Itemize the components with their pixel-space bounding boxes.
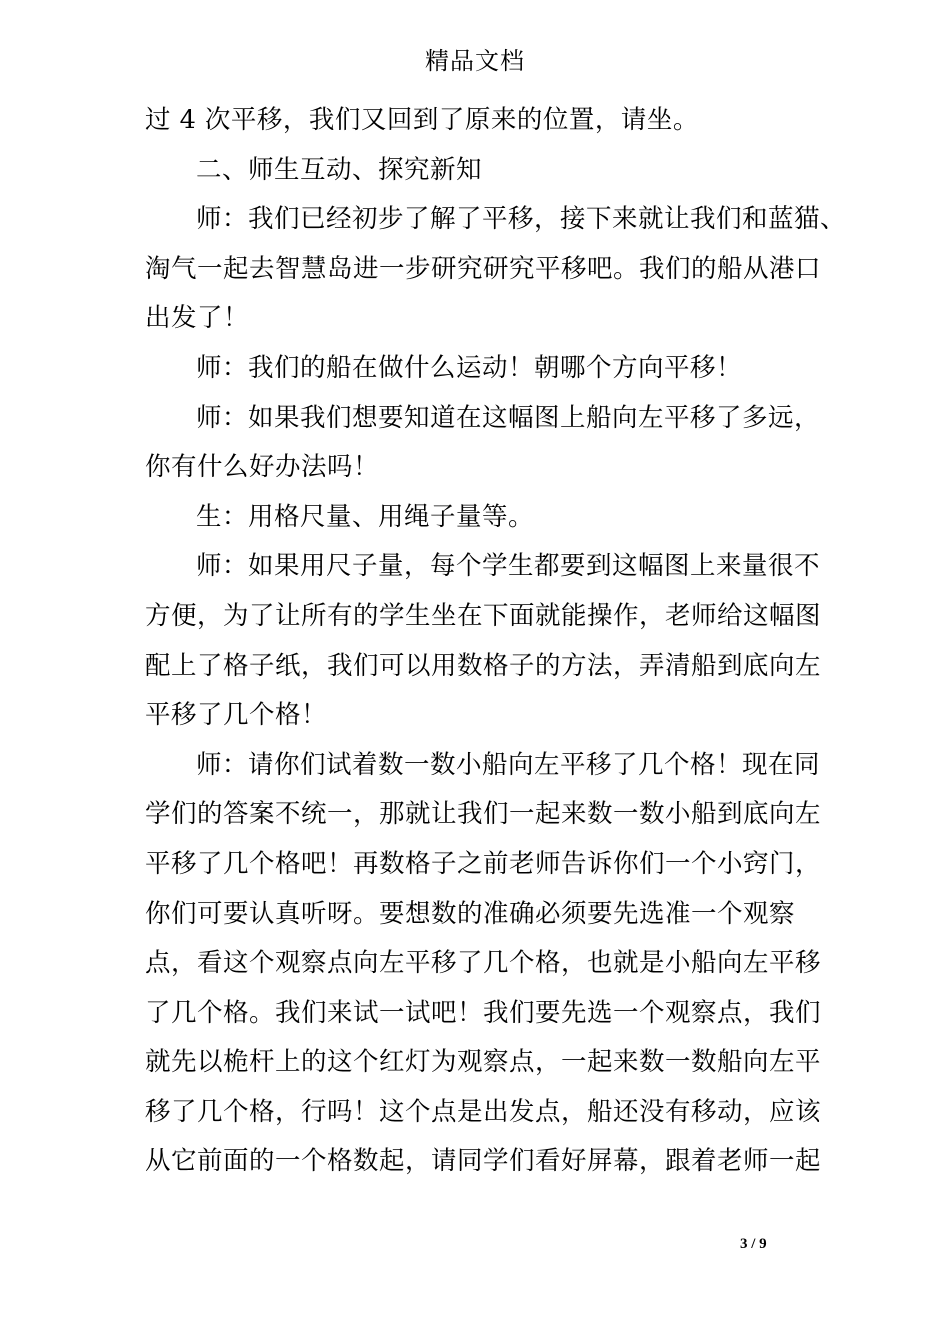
paragraph-line: 你有什么好办法吗！ <box>145 452 380 483</box>
paragraph <box>145 394 821 493</box>
paragraph <box>145 146 809 196</box>
paragraph <box>145 344 809 394</box>
paragraph-line: 移了几个格，行吗！这个点是出发点，船还没有移动，应该 <box>145 1096 822 1127</box>
paragraph-line: 师：我们的船在做什么运动！朝哪个方向平移！ <box>196 352 743 383</box>
paragraph <box>145 542 822 740</box>
paragraph-line: 了几个格。我们来试一试吧！我们要先选一个观察点，我们 <box>145 997 822 1028</box>
paragraph-line: 平移了几个格！ <box>145 700 328 731</box>
paragraph-line: 师：如果我们想要知道在这幅图上船向左平移了多远， <box>196 402 821 433</box>
paragraph-line: 学们的答案不统一，那就让我们一起来数一数小船到底向左 <box>145 799 822 830</box>
paragraph-line: 配上了格子纸，我们可以用数格子的方法，弄清船到底向左 <box>145 650 822 681</box>
paragraph-line: 过 4 次平移，我们又回到了原来的位置，请坐。 <box>145 105 699 135</box>
paragraph-line: 平移了几个格吧！再数格子之前老师告诉你们一个小窍门， <box>145 848 822 879</box>
paragraph-line: 就先以桅杆上的这个红灯为观察点，一起来数一数船向左平 <box>145 1047 822 1078</box>
paragraph-line: 淘气一起去智慧岛进一步研究研究平移吧。我们的船从港口 <box>145 253 822 284</box>
paragraph-line: 二、师生互动、探究新知 <box>196 154 483 185</box>
paragraph-line: 生：用格尺量、用绳子量等。 <box>196 501 535 532</box>
paragraph-line: 师：我们已经初步了解了平移，接下来就让我们和蓝猫、 <box>196 204 847 235</box>
paragraph <box>145 493 809 543</box>
page-header-title: 精品文档 <box>425 47 525 75</box>
paragraph-line: 你们可要认真听呀。要想数的准确必须要先选准一个观察 <box>145 898 796 929</box>
document-body <box>145 96 847 1187</box>
paragraph <box>145 195 847 344</box>
paragraph <box>145 741 822 1187</box>
paragraph-line: 方便，为了让所有的学生坐在下面就能操作，老师给这幅图 <box>145 600 822 631</box>
paragraph-line: 师：如果用尺子量，每个学生都要到这幅图上来量很不 <box>196 551 821 582</box>
paragraph-line: 师：请你们试着数一数小船向左平移了几个格！现在同 <box>196 749 821 780</box>
paragraph-line: 从它前面的一个格数起，请同学们看好屏幕，跟着老师一起 <box>145 1146 822 1177</box>
page-number: 3 / 9 <box>740 1236 767 1252</box>
paragraph-line: 出发了！ <box>145 303 250 334</box>
paragraph <box>145 96 809 146</box>
paragraph-line: 点，看这个观察点向左平移了几个格，也就是小船向左平移 <box>145 948 822 979</box>
